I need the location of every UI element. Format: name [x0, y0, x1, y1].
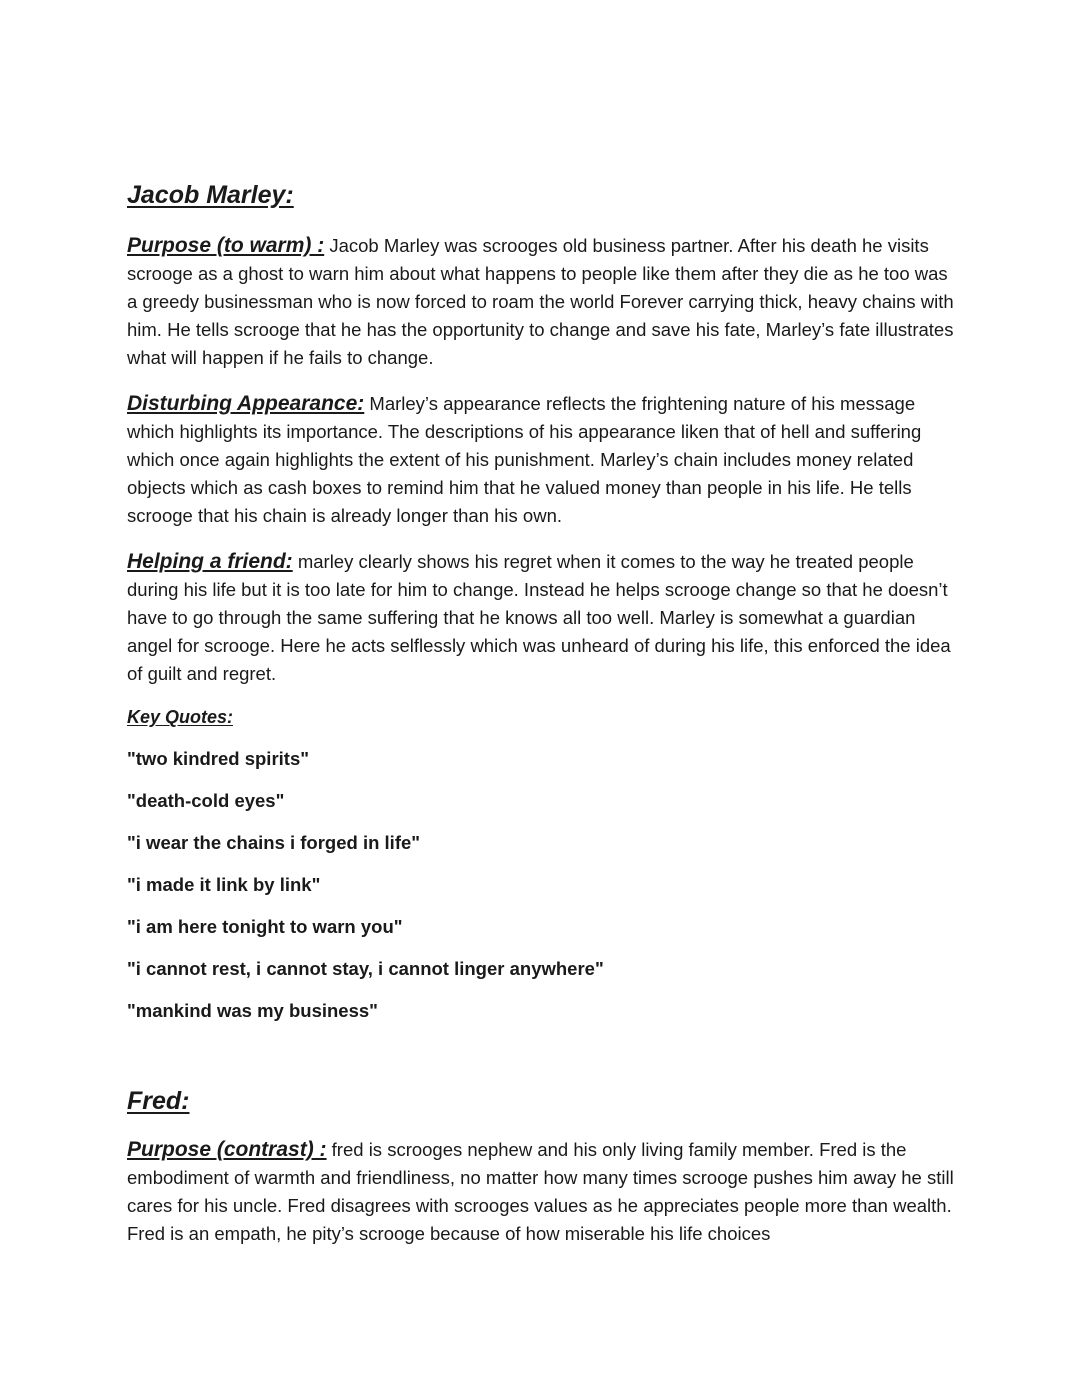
text-disturbing-appearance: Marley’s appearance reflects the frightening nature of his message which highlights its importance. The descriptions of his appearance liken that of hell and suffering which once again highlights the extent of his punishment. Marley’s chain includes money related objects which as cash boxes to remind him that he valued money than people in his life. He tells scrooge that his chain is already longer than his own. — [127, 393, 922, 526]
key-quotes-heading: Key Quotes: — [127, 707, 234, 727]
quote-item: "i cannot rest, i cannot stay, i cannot linger anywhere" — [127, 958, 604, 979]
quote-item: "i made it link by link" — [127, 874, 321, 895]
paragraph-marley-purpose — [127, 232, 957, 372]
text-helping-a-friend: marley clearly shows his regret when it comes to the way he treated people during his life but it is too late for him to change. Instead he helps scrooge change so that he doesn’t have to go through the same suffering that he knows all too well. Marley is somewhat a guardian angel for scrooge. Here he acts selflessly which was unheard of during his life, this enforced the idea of guilt and regret. — [127, 551, 951, 684]
quote-item: "mankind was my business" — [127, 1000, 378, 1021]
key-quotes-list — [127, 746, 957, 1024]
paragraph-helping-a-friend — [127, 548, 957, 688]
label-fred-purpose: Purpose (contrast) : — [127, 1138, 327, 1161]
text-marley-purpose: Jacob Marley was scrooges old business partner. After his death he visits scrooge as a ghost to warn him about what happens to people like them after they die as he too was a greedy businessman who is now forced to roam the world Forever carrying thick, heavy chains with him. He tells scrooge that he has the opportunity to change and save his fate, Marley’s fate illustrates what will happen if he fails to change. — [127, 235, 954, 368]
section-title-jacob-marley: Jacob Marley: — [127, 181, 294, 209]
label-marley-purpose: Purpose (to warm) : — [127, 234, 325, 257]
quote-item: "i am here tonight to warn you" — [127, 916, 403, 937]
label-disturbing-appearance: Disturbing Appearance: — [127, 392, 365, 415]
text-fred-purpose: fred is scrooges nephew and his only living family member. Fred is the embodiment of warmth and friendliness, no matter how many times scrooge pushes him away he still cares for his uncle. Fred disagrees with scrooges values as he appreciates people more than wealth. Fred is an empath, he pity’s scrooge because of how miserable his life choices — [127, 1139, 954, 1244]
paragraph-marley-appearance — [127, 390, 957, 530]
paragraph-fred-purpose — [127, 1136, 957, 1248]
quote-item: "death-cold eyes" — [127, 790, 285, 811]
quote-item: "i wear the chains i forged in life" — [127, 832, 421, 853]
label-helping-a-friend: Helping a friend: — [127, 550, 293, 573]
quote-item: "two kindred spirits" — [127, 748, 310, 769]
document-page — [127, 178, 957, 1248]
section-title-fred: Fred: — [127, 1087, 190, 1115]
